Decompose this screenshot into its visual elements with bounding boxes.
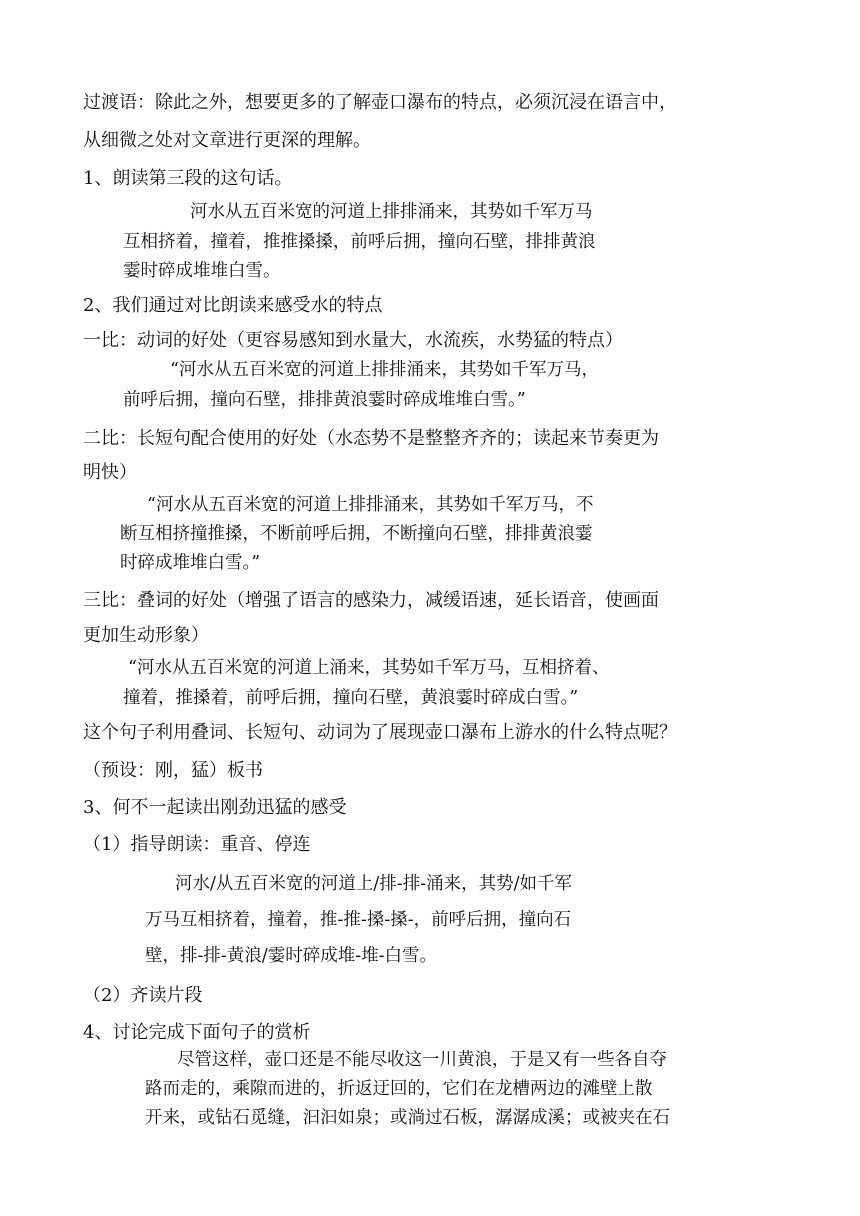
reading-guide-line-1: 河水/从五百米宽的河道上/排-排-涌来，其势/如千军	[175, 874, 573, 894]
preset-answer-line: （预设：刚，猛）板书	[83, 760, 263, 781]
transition-paragraph-line-1: 过渡语：除此之外，想要更多的了解壶口瀑布的特点，必须沉浸在语言中，	[83, 92, 677, 113]
comparison-2-quote-line-2: 断互相挤撞推搡，不断前呼后拥，不断撞向石壁，排排黄浪霎	[120, 524, 593, 544]
quote-1-line-3: 霎时碎成堆堆白雪。	[123, 261, 281, 281]
comparison-3-quote-line-2: 撞着，推搡着，前呼后拥，撞向石壁，黄浪霎时碎成白雪。”	[123, 688, 579, 708]
step-4-heading: 4、讨论完成下面句子的赏析	[83, 1022, 311, 1043]
comparison-2-quote-line-3: 时碎成堆堆白雪。”	[120, 553, 261, 573]
quote-1-line-2: 互相挤着，撞着，推推搡搡，前呼后拥，撞向石壁，排排黄浪	[123, 232, 596, 252]
comparison-1-quote-line-1: “河水从五百米宽的河道上排排涌来，其势如千军万马，	[170, 360, 599, 380]
comparison-1-heading: 一比：动词的好处（更容易感知到水量大，水流疾，水势猛的特点）	[83, 330, 623, 351]
analysis-passage-line-2: 路而走的，乘隙而进的，折返迂回的，它们在龙槽两边的滩壁上散	[145, 1079, 653, 1099]
comparison-2-heading-line-2: 明快）	[83, 462, 137, 483]
comparison-2-heading-line-1: 二比：长短句配合使用的好处（水态势不是整整齐齐的；读起来节奏更为	[83, 428, 659, 449]
comparison-3-heading-line-1: 三比：叠词的好处（增强了语言的感染力，减缓语速，延长语音，使画面	[83, 590, 659, 611]
reading-guide-line-2: 万马互相挤着，撞着，推-推-搡-搡-，前呼后拥，撞向石	[145, 910, 572, 930]
step-1-heading: 1、朗读第三段的这句话。	[83, 168, 293, 189]
quote-1-line-1: 河水从五百米宽的河道上排排涌来，其势如千军万马	[190, 202, 593, 222]
step-3-sub-1: （1）指导朗读：重音、停连	[83, 834, 311, 855]
comparison-1-quote-line-2: 前呼后拥，撞向石壁，排排黄浪霎时碎成堆堆白雪。”	[123, 390, 526, 410]
question-line: 这个句子利用叠词、长短句、动词为了展现壶口瀑布上游水的什么特点呢？	[83, 722, 677, 743]
reading-guide-line-3: 壁，排-排-黄浪/霎时碎成堆-堆-白雪。	[145, 946, 438, 966]
step-2-heading: 2、我们通过对比朗读来感受水的特点	[83, 295, 383, 316]
comparison-2-quote-line-1: “河水从五百米宽的河道上排排涌来，其势如千军万马，不	[147, 495, 594, 515]
comparison-3-heading-line-2: 更加生动形象）	[83, 625, 209, 646]
step-3-heading: 3、何不一起读出刚劲迅猛的感受	[83, 797, 347, 818]
analysis-passage-line-3: 开来，或钻石觅缝，汩汩如泉；或淌过石板，潺潺成溪；或被夹在石	[145, 1108, 670, 1128]
comparison-3-quote-line-1: “河水从五百米宽的河道上涌来，其势如千军万马，互相挤着、	[128, 658, 610, 678]
step-3-sub-2: （2）齐读片段	[83, 985, 203, 1006]
analysis-passage-line-1: 尽管这样，壶口还是不能尽收这一川黄浪，于是又有一些各自夺	[177, 1050, 667, 1070]
transition-paragraph-line-2: 从细微之处对文章进行更深的理解。	[83, 130, 371, 151]
